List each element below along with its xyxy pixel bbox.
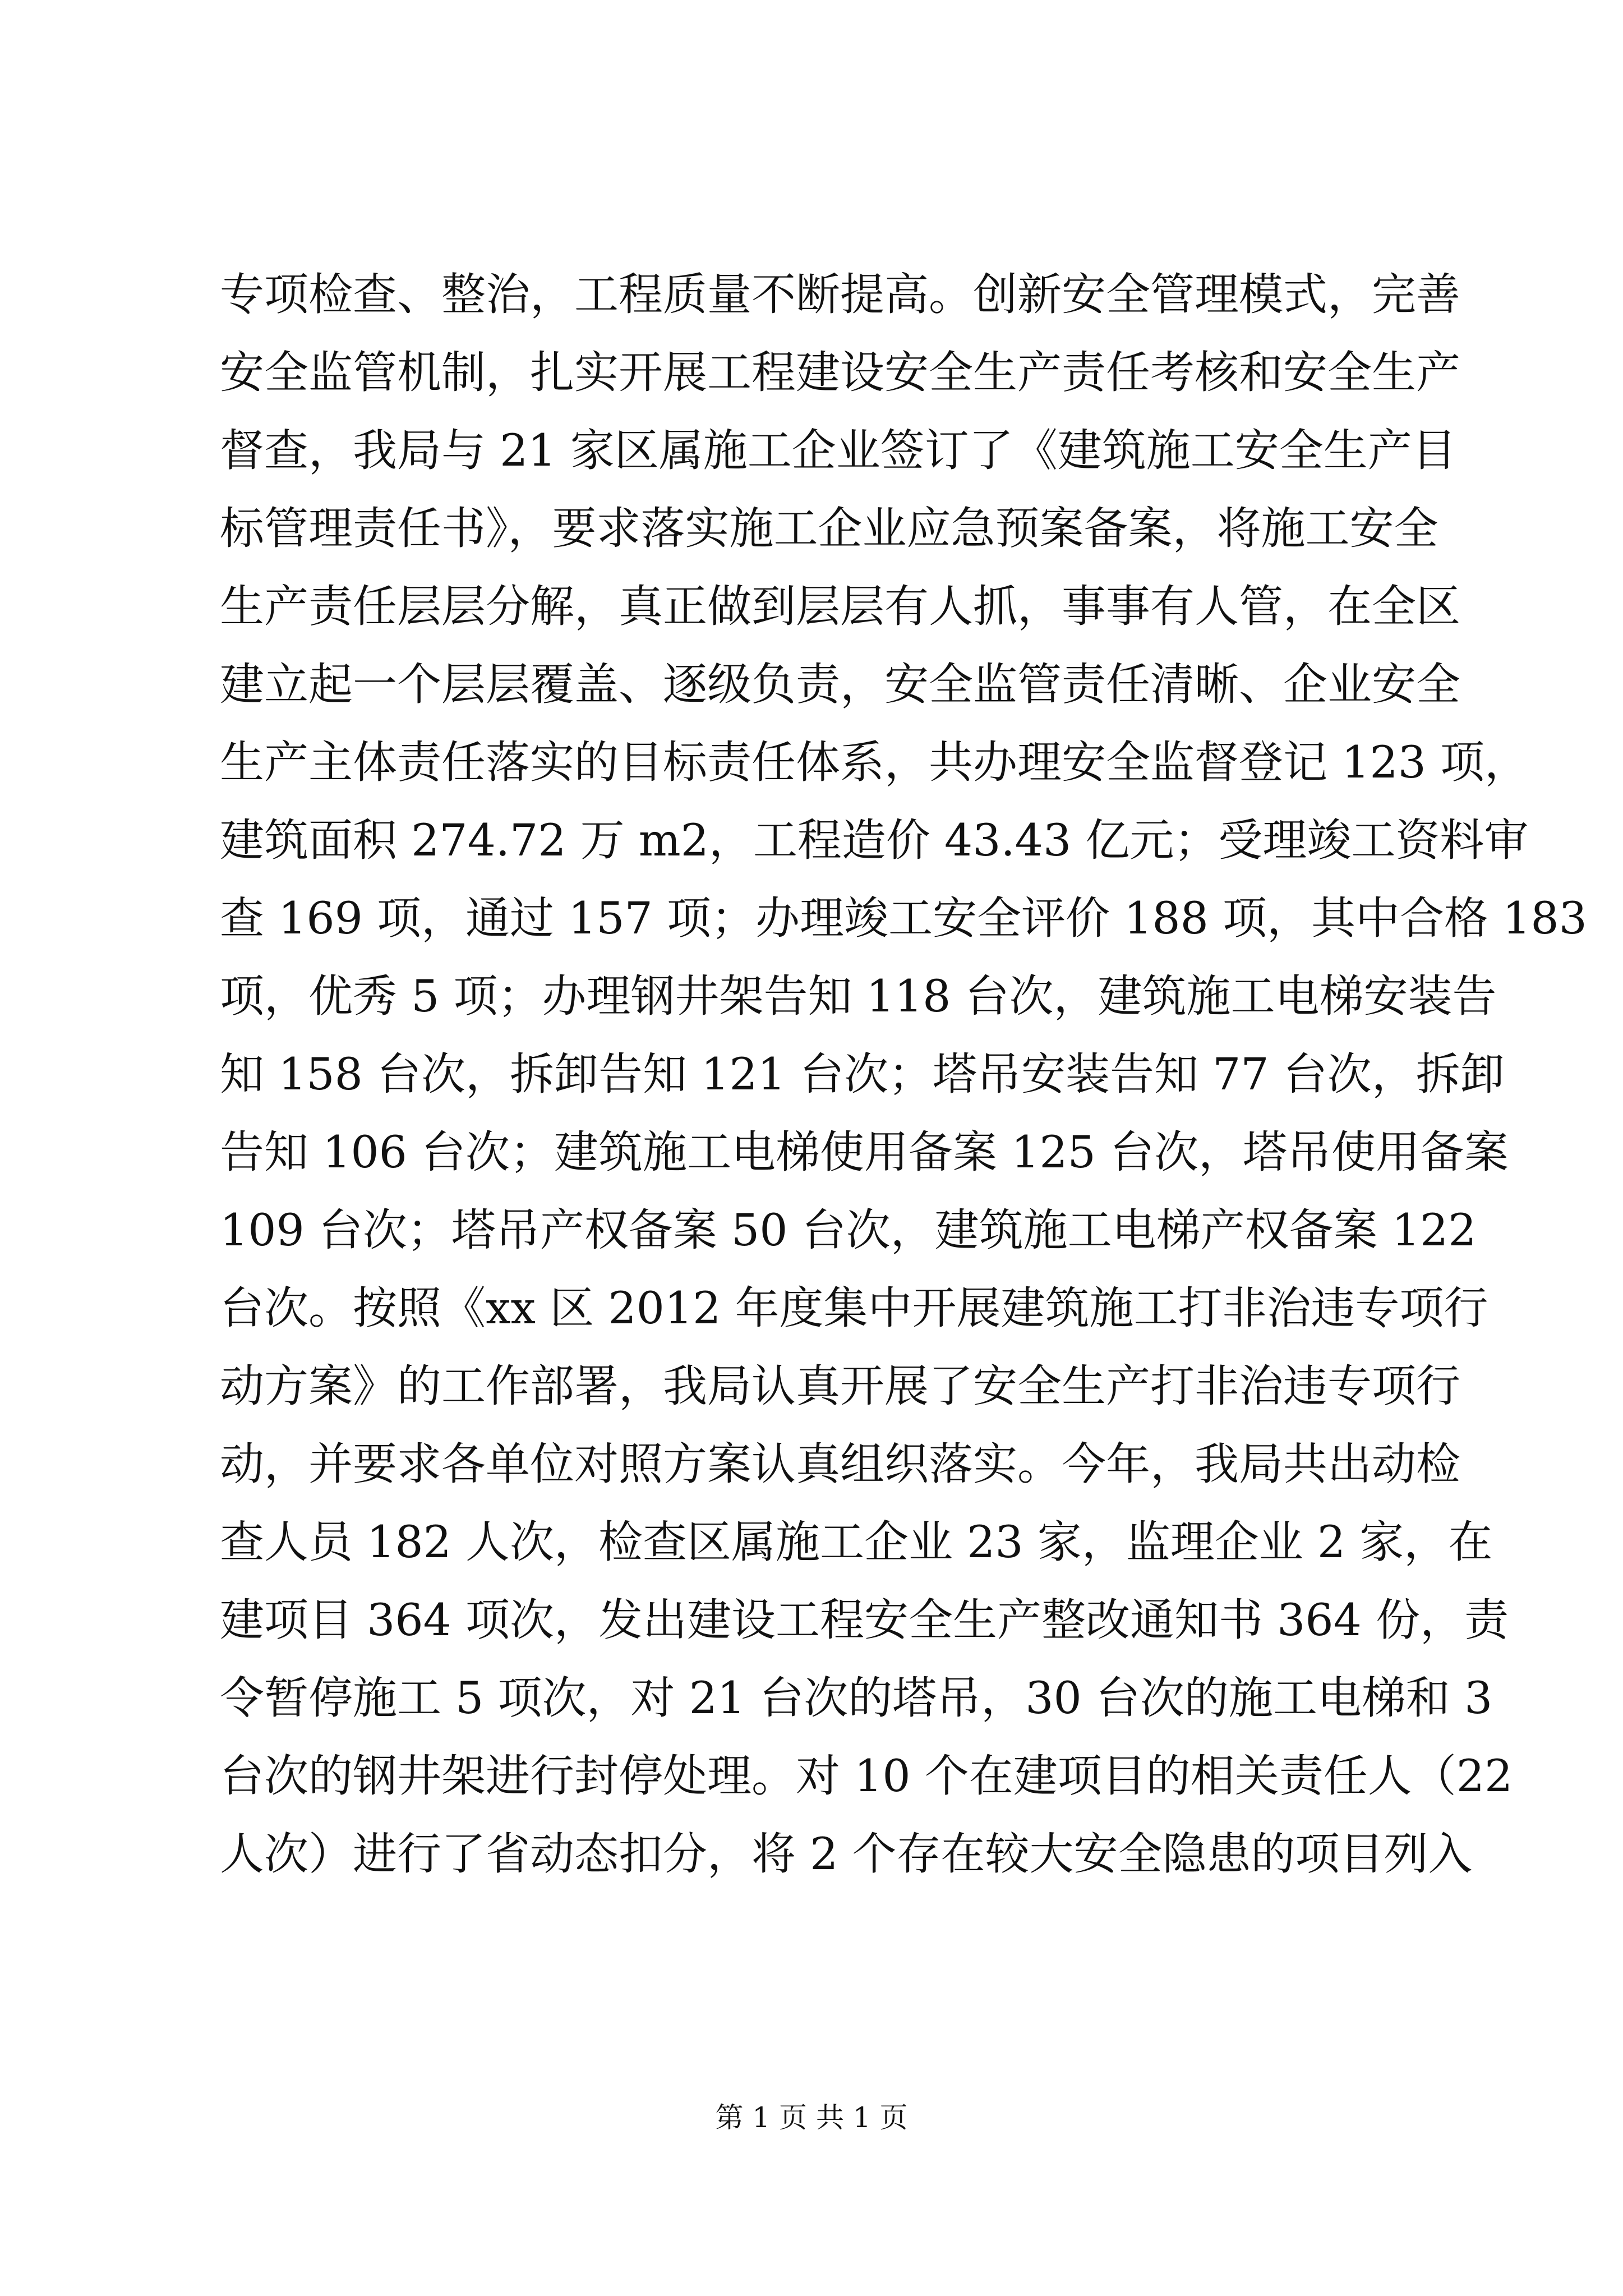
text-line: 令暂停施工 5 项次，对 21 台次的塔吊，30 台次的施工电梯和 3	[220, 1672, 1493, 1724]
text-line: 安全监管机制，扎实开展工程建设安全生产责任考核和安全生产	[220, 347, 1460, 398]
text-line: 生产责任层层分解，真正做到层层有人抓，事事有人管，在全区	[220, 581, 1460, 632]
text-line: 生产主体责任落实的目标责任体系，共办理安全监督登记 123 项，	[220, 737, 1529, 788]
text-line: 台次。按照《xx 区 2012 年度集中开展建筑施工打非治违专项行	[220, 1282, 1488, 1334]
text-line: 建项目 364 项次，发出建设工程安全生产整改通知书 364 份，责	[220, 1594, 1509, 1646]
text-line: 人次）进行了省动态扣分，将 2 个存在较大安全隐患的项目列入	[220, 1828, 1473, 1880]
page-number-footer: 第 1 页 共 1 页	[715, 2101, 908, 2134]
text-line: 项，优秀 5 项；办理钢井架告知 118 台次，建筑施工电梯安装告	[220, 970, 1497, 1022]
text-line: 查人员 182 人次，检查区属施工企业 23 家，监理企业 2 家，在	[220, 1516, 1493, 1568]
text-line: 建筑面积 274.72 万 m2，工程造价 43.43 亿元；受理竣工资料审	[220, 815, 1529, 866]
text-line: 督查，我局与 21 家区属施工企业签订了《建筑施工安全生产目	[220, 425, 1456, 476]
text-line: 动，并要求各单位对照方案认真组织落实。今年，我局共出动检	[220, 1438, 1460, 1490]
text-line: 台次的钢井架进行封停处理。对 10 个在建项目的相关责任人（22	[220, 1750, 1513, 1802]
text-line: 查 169 项，通过 157 项；办理竣工安全评价 188 项，其中合格 183	[220, 892, 1587, 944]
text-line: 告知 106 台次；建筑施工电梯使用备案 125 台次，塔吊使用备案	[220, 1126, 1509, 1178]
text-line: 知 158 台次，拆卸告知 121 台次；塔吊安装告知 77 台次，拆卸	[220, 1048, 1505, 1100]
text-line: 标管理责任书》，要求落实施工企业应急预案备案，将施工安全	[220, 503, 1438, 554]
text-line: 动方案》的工作部署，我局认真开展了安全生产打非治违专项行	[220, 1360, 1460, 1412]
text-line: 专项检查、整治，工程质量不断提高。创新安全管理模式，完善	[220, 269, 1460, 320]
text-line: 109 台次；塔吊产权备案 50 台次，建筑施工电梯产权备案 122	[220, 1204, 1477, 1256]
body-paragraph	[220, 256, 1587, 1893]
text-line: 建立起一个层层覆盖、逐级负责，安全监管责任清晰、企业安全	[220, 659, 1460, 710]
